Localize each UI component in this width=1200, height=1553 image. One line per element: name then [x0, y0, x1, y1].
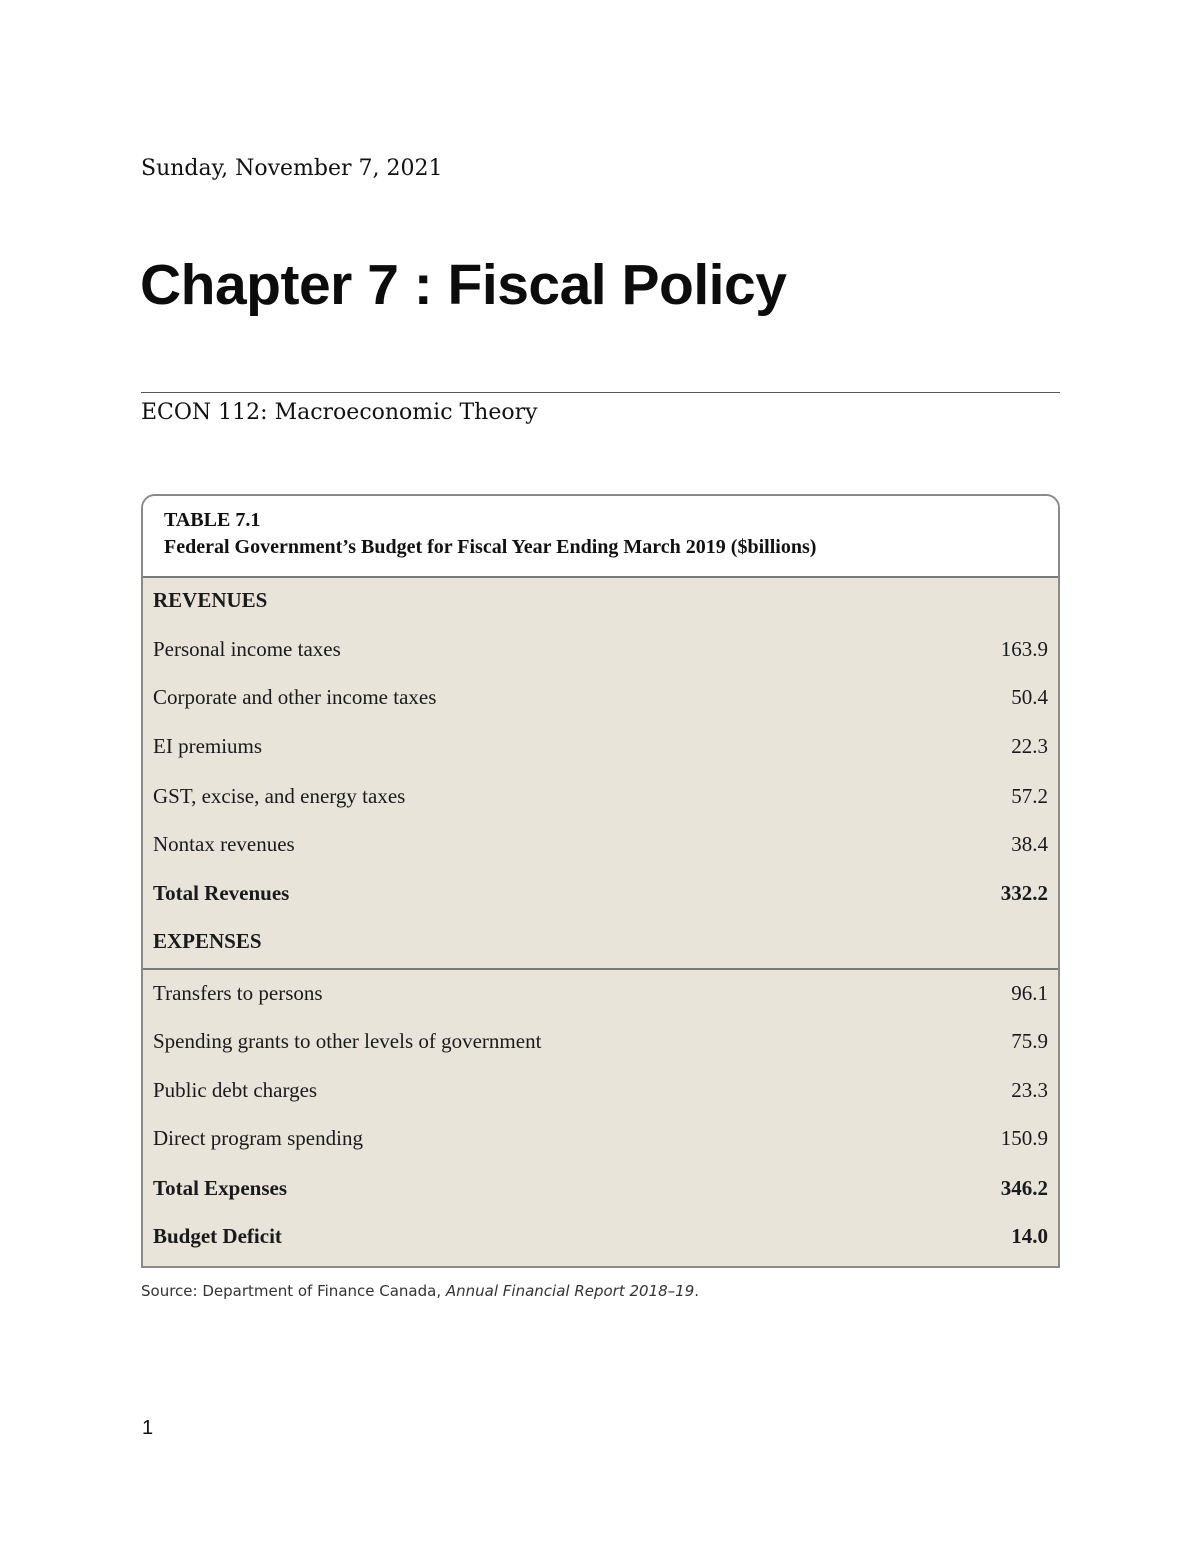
row-label: Total Revenues: [153, 881, 290, 905]
chapter-title: Chapter 7 : Fiscal Policy: [140, 253, 787, 317]
table-caption: Federal Government’s Budget for Fiscal Year Ending March 2019 ($billions): [164, 536, 817, 558]
source-report-title: Annual Financial Report 2018–19: [445, 1282, 695, 1300]
table-row: [143, 1019, 1058, 1067]
course-name: ECON 112: Macroeconomic Theory: [141, 400, 538, 425]
row-value: 22.3: [1011, 734, 1048, 758]
table-row: [143, 971, 1058, 1019]
row-label: Budget Deficit: [153, 1224, 282, 1248]
section-heading-label: REVENUES: [153, 588, 268, 612]
source-suffix: .: [694, 1282, 700, 1300]
section-heading-expenses: [143, 919, 1058, 967]
table-row: [143, 774, 1058, 822]
table-row: [143, 675, 1058, 723]
row-value: 75.9: [1011, 1029, 1048, 1053]
row-label: Public debt charges: [153, 1078, 318, 1102]
table-label: TABLE 7.1: [164, 509, 261, 531]
row-label: GST, excise, and energy taxes: [153, 784, 406, 808]
source-note: [141, 1282, 699, 1300]
section-heading-label: EXPENSES: [153, 929, 262, 953]
row-value: 150.9: [1000, 1126, 1048, 1150]
table-row: [143, 627, 1058, 675]
header-divider: [141, 392, 1060, 393]
row-label: Corporate and other income taxes: [153, 685, 437, 709]
row-value: 332.2: [1000, 881, 1048, 905]
row-label: Spending grants to other levels of government: [153, 1029, 542, 1053]
row-value: 50.4: [1011, 685, 1048, 709]
table-header: [143, 496, 1058, 578]
section-divider: [143, 968, 1058, 970]
row-value: 23.3: [1011, 1078, 1048, 1102]
row-value: 38.4: [1011, 832, 1048, 856]
row-label: Personal income taxes: [153, 637, 341, 661]
table-body: [143, 578, 1058, 1266]
row-label: Total Expenses: [153, 1176, 288, 1200]
table-row: [143, 1116, 1058, 1164]
section-heading-revenues: [143, 578, 1058, 626]
page-number: 1: [142, 1417, 154, 1439]
total-expenses-row: [143, 1166, 1058, 1214]
budget-table: [141, 494, 1060, 1268]
table-row: [143, 1068, 1058, 1116]
row-label: Direct program spending: [153, 1126, 363, 1150]
table-row: [143, 724, 1058, 772]
document-date: Sunday, November 7, 2021: [141, 156, 443, 181]
row-value: 163.9: [1000, 637, 1048, 661]
row-value: 96.1: [1011, 981, 1048, 1005]
source-prefix: Source: Department of Finance Canada,: [141, 1282, 446, 1300]
budget-deficit-row: [143, 1214, 1058, 1262]
row-value: 346.2: [1000, 1176, 1048, 1200]
row-value: 57.2: [1011, 784, 1048, 808]
row-label: Transfers to persons: [153, 981, 323, 1005]
row-value: 14.0: [1011, 1224, 1048, 1248]
total-revenues-row: [143, 871, 1058, 919]
table-row: [143, 822, 1058, 870]
row-label: Nontax revenues: [153, 832, 295, 856]
row-label: EI premiums: [153, 734, 263, 758]
